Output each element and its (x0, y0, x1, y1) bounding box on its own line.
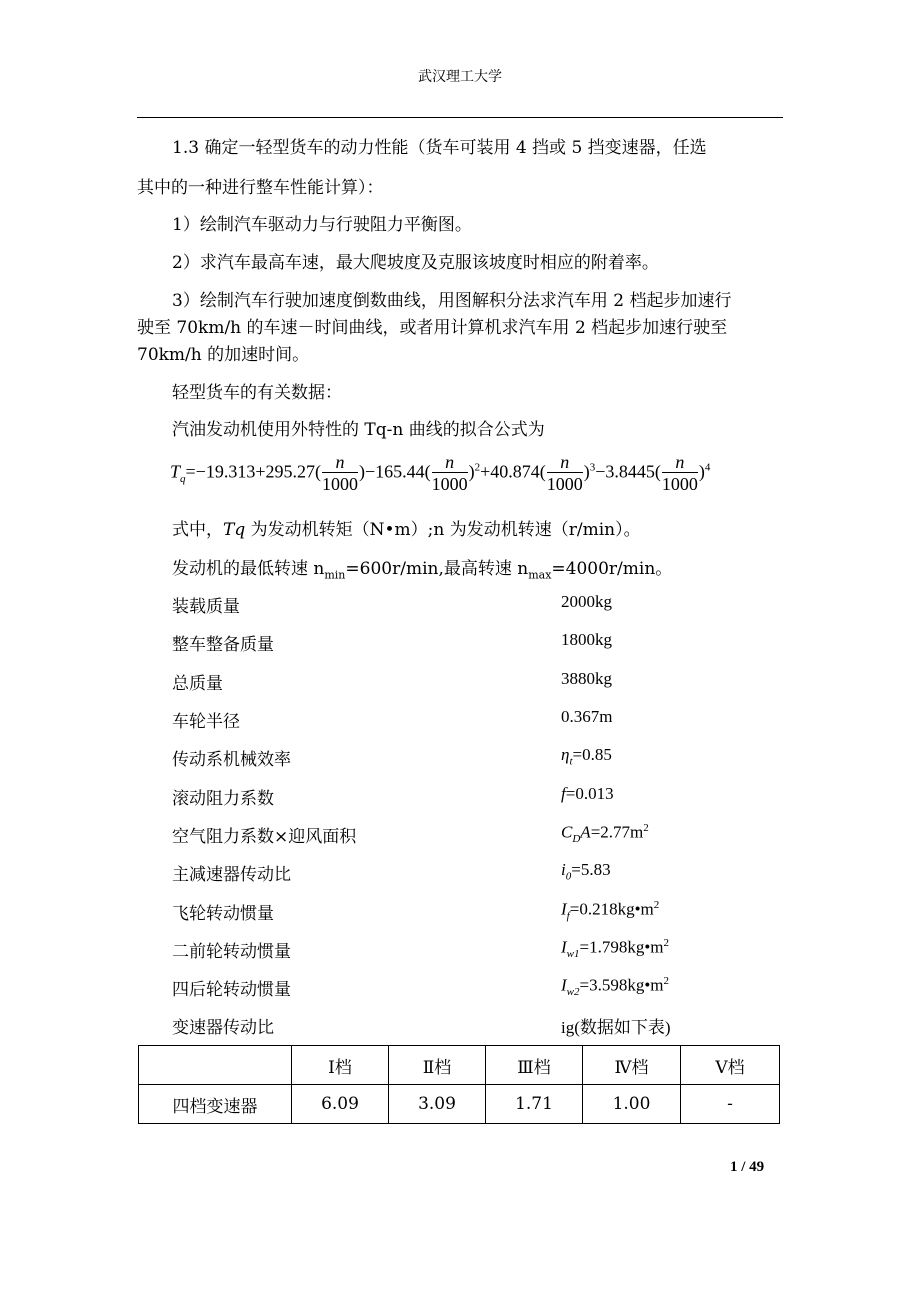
param-value: f=0.013 (561, 784, 614, 803)
gear-ratio-table (138, 1045, 780, 1124)
table-header-cell (139, 1046, 292, 1085)
data-heading: 轻型货车的有关数据： (172, 383, 342, 403)
param-label: 主减速器传动比 (172, 865, 291, 885)
intro-line-2: 其中的一种进行整车性能计算）： (137, 178, 384, 198)
table-cell: 1.71 (486, 1085, 583, 1124)
param-value: 1800kg (561, 630, 612, 649)
param-value: 3880kg (561, 669, 612, 688)
param-label: 滚动阻力系数 (172, 789, 274, 809)
table-header-cell: Ⅰ档 (292, 1046, 389, 1085)
param-value: $I_f=0.218kg•m^2$ (561, 899, 660, 923)
task-3-line-3: 70km/h 的加速时间。 (137, 345, 310, 365)
task-2: 2）求汽车最高车速，最大爬坡度及克服该坡度时相应的附着率。 (172, 253, 659, 273)
param-value: $C_DA=2.77m^2$ (561, 822, 649, 846)
intro-line-1: 1.3 确定一轻型货车的动力性能（货车可装用 4 挡或 5 挡变速器，任选 (172, 138, 707, 158)
table-header-cell: Ⅴ档 (681, 1046, 780, 1085)
table-cell: 四档变速器 (139, 1085, 292, 1124)
table-cell: - (681, 1085, 780, 1124)
formula-where: 式中，Tq 为发动机转矩（N•m）;n 为发动机转速（r/min）。 (172, 520, 641, 540)
table-header-cell: Ⅳ档 (583, 1046, 681, 1085)
engine-speed-range: 发动机的最低转速 $n_{min}=600r/\min$,最高转速 $n_{max}=4000r/\min$。 (172, 559, 673, 582)
param-value: 0.367m (561, 707, 613, 726)
param-value: $I_{w2}=3.598kg•m^2$ (561, 975, 670, 999)
param-label: 总质量 (172, 674, 223, 694)
task-3-line-1: 3）绘制汽车行驶加速度倒数曲线，用图解积分法求汽车用 2 档起步加速行 (172, 291, 732, 311)
param-label: 四后轮转动惯量 (172, 980, 291, 1000)
table-header-cell: Ⅲ档 (486, 1046, 583, 1085)
table-header-cell: Ⅱ档 (389, 1046, 486, 1085)
header-rule (137, 117, 783, 118)
table-cell: 6.09 (292, 1085, 389, 1124)
param-label: 整车整备质量 (172, 635, 274, 655)
table-header-row (139, 1046, 780, 1085)
task-1: 1）绘制汽车驱动力与行驶阻力平衡图。 (172, 215, 472, 235)
page-number: 1 / 49 (730, 1159, 765, 1175)
table-cell: 3.09 (389, 1085, 486, 1124)
param-value: ig(数据如下表) (561, 1018, 671, 1037)
param-label: 变速器传动比 (172, 1018, 274, 1038)
param-value: $\eta_t=0.85$ (561, 745, 612, 768)
formula-intro: 汽油发动机使用外特性的 Tq-n 曲线的拟合公式为 (172, 420, 545, 440)
param-label: 空气阻力系数×迎风面积 (172, 827, 357, 847)
param-label: 二前轮转动惯量 (172, 942, 291, 962)
param-value: $I_{w1}=1.798kg•m^2$ (561, 937, 670, 961)
table-cell: 1.00 (583, 1085, 681, 1124)
param-value: $i_0=5.83$ (561, 860, 611, 883)
table-row (139, 1085, 780, 1124)
param-label: 飞轮转动惯量 (172, 904, 274, 924)
page-header: 武汉理工大学 (418, 69, 502, 85)
torque-formula: $T_q=-19.313+295.27$( $\frac{n}{1000}$ )−165.44( $\frac{n}{1000}$ )$^2$+40.874( $\frac{n}{1000}$ )$^3$−3.8445( $\frac{n}{1000}$ )$^4$ (170, 452, 711, 494)
param-label: 车轮半径 (172, 712, 240, 732)
task-3-line-2: 驶至 70km/h 的车速－时间曲线，或者用计算机求汽车用 2 档起步加速行驶至 (137, 318, 728, 338)
param-value: 2000kg (561, 592, 612, 611)
param-label: 装载质量 (172, 597, 240, 617)
param-label: 传动系机械效率 (172, 750, 291, 770)
